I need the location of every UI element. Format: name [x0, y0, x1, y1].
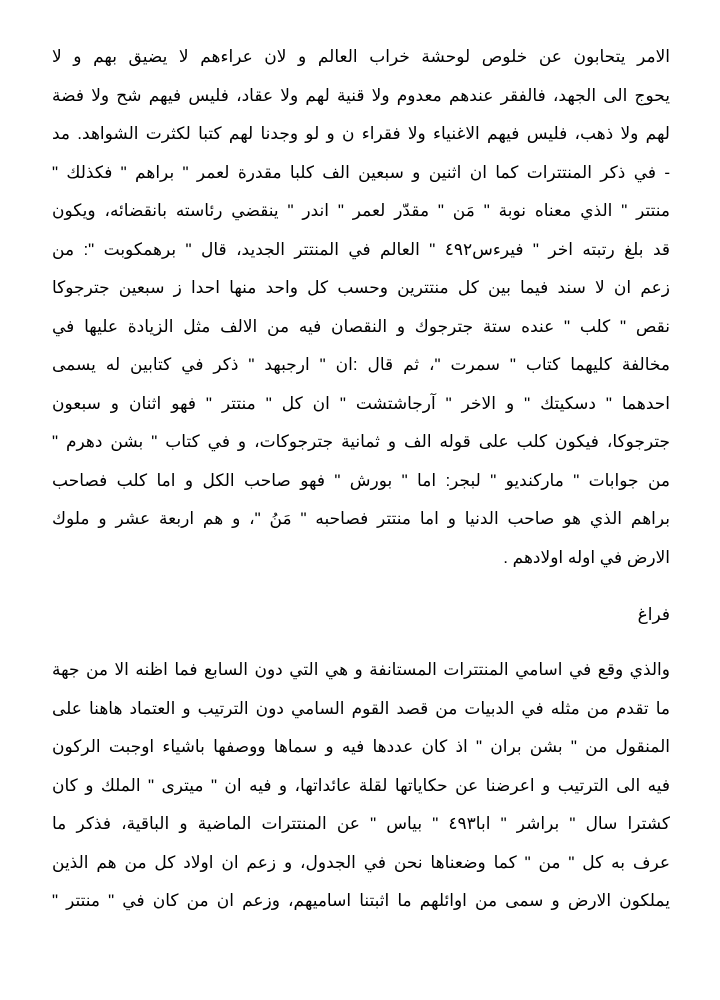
text-line: نقص " كلب " عنده ستة جترجوك و النقصان فيه من الالف مثل الزيادة عليها في	[52, 316, 670, 336]
text-line: الامر يتحابون عن خلوص لوحشة خراب العالم و لان عراءهم لا يضيق بهم و لا	[52, 47, 670, 66]
paragraph-1	[52, 38, 670, 577]
text-line: فيه الى الترتيب و اعرضنا عن حكاياتها لقلة عائداتها، و فيه ان " ميترى " الملك و كان	[52, 775, 670, 795]
text-line: المنقول من " بشن بران " اذ كان عددها فيه و سماها ووصفها باشياء اوجبت الركون	[52, 737, 670, 756]
text-line: جترجوكا، فيكون كلب على قوله الف و ثمانية جترجوكات، و في كتاب " بشن دهرم "	[52, 432, 670, 451]
text-line: عرف به كل " من " كما وضعناها نحن في الجدول، و زعم ان اولاد كل من هم الذين	[52, 852, 670, 872]
text-line: ما تقدم من مثله في الدبيات من قصد القوم السامي دون الترتيب و العتماد هاهنا على	[52, 698, 670, 718]
text-line: براهم الذي هو صاحب الدنيا و اما منتتر فصاحبه " مَنُ "، و هم اربعة عشر و ملوك	[52, 509, 670, 528]
paragraph-2	[52, 651, 670, 921]
text-line: - في ذكر المنتترات كما ان اثنين و سبعين الف كلبا مقدرة لعمر " براهم " فكذلك "	[52, 162, 670, 182]
section-heading: فراغ	[637, 605, 670, 624]
text-line: الارض في اوله اولادهم .	[503, 547, 670, 567]
text-line: كشترا سال " براشر " ابا٤٩٣ " بياس " عن المنتترات الماضية و الباقية، فذكر ما	[52, 814, 670, 833]
text-line: لهم ولا ذهب، فليس فيهم الاغنياء ولا فقراء ن و لو وجدنا لهم كتبا لكثرت الشواهد. مد	[52, 124, 670, 143]
text-line: مخالفة كليهما كتاب " سمرت "، ثم قال :ان " ارجبهد " ذكر في كتابين له يسمى	[52, 355, 670, 374]
text-line: والذي وقع في اسامي المنتترات المستانفة و هي التي دون السابع فما اظنه الا من جهة	[52, 660, 670, 679]
text-line: يحوج الى الجهد، فالفقر عندهم معدوم ولا قنية لهم ولا عقاد، فليس فيهم شح ولا فضة	[52, 85, 670, 105]
text-line: قد بلغ رتبته اخر " فيرءس٤٩٢ " العالم في المنتتر الجديد، قال " برهمكوبت ": من	[52, 239, 671, 259]
text-line: من جوابات " ماركنديو " لبجر: اما " بورش " فهو صاحب الكل و اما كلب فصاحب	[52, 470, 670, 490]
text-line: يملكون الارض و سمى من اوائلهم ما اثبتنا اساميهم، وزعم ان من كان في " منتتر "	[52, 891, 670, 910]
section-heading-block	[52, 596, 670, 634]
text-line: احدهما " دسكيتك " و الاخر " آرجاشتشت " ان كل " منتتر " فهو اثنان و سبعون	[52, 393, 670, 413]
text-line: زعم ان لا سند فيما بين كل منتترين وحسب كل واحد منها احدا ز سبعين جترجوكا	[52, 278, 670, 297]
text-line: منتتر " الذي معناه نوبة " مَن " مقدّر لعمر " اندر " ينقضي رئاسته بانقضائه، ويكون	[52, 201, 670, 220]
